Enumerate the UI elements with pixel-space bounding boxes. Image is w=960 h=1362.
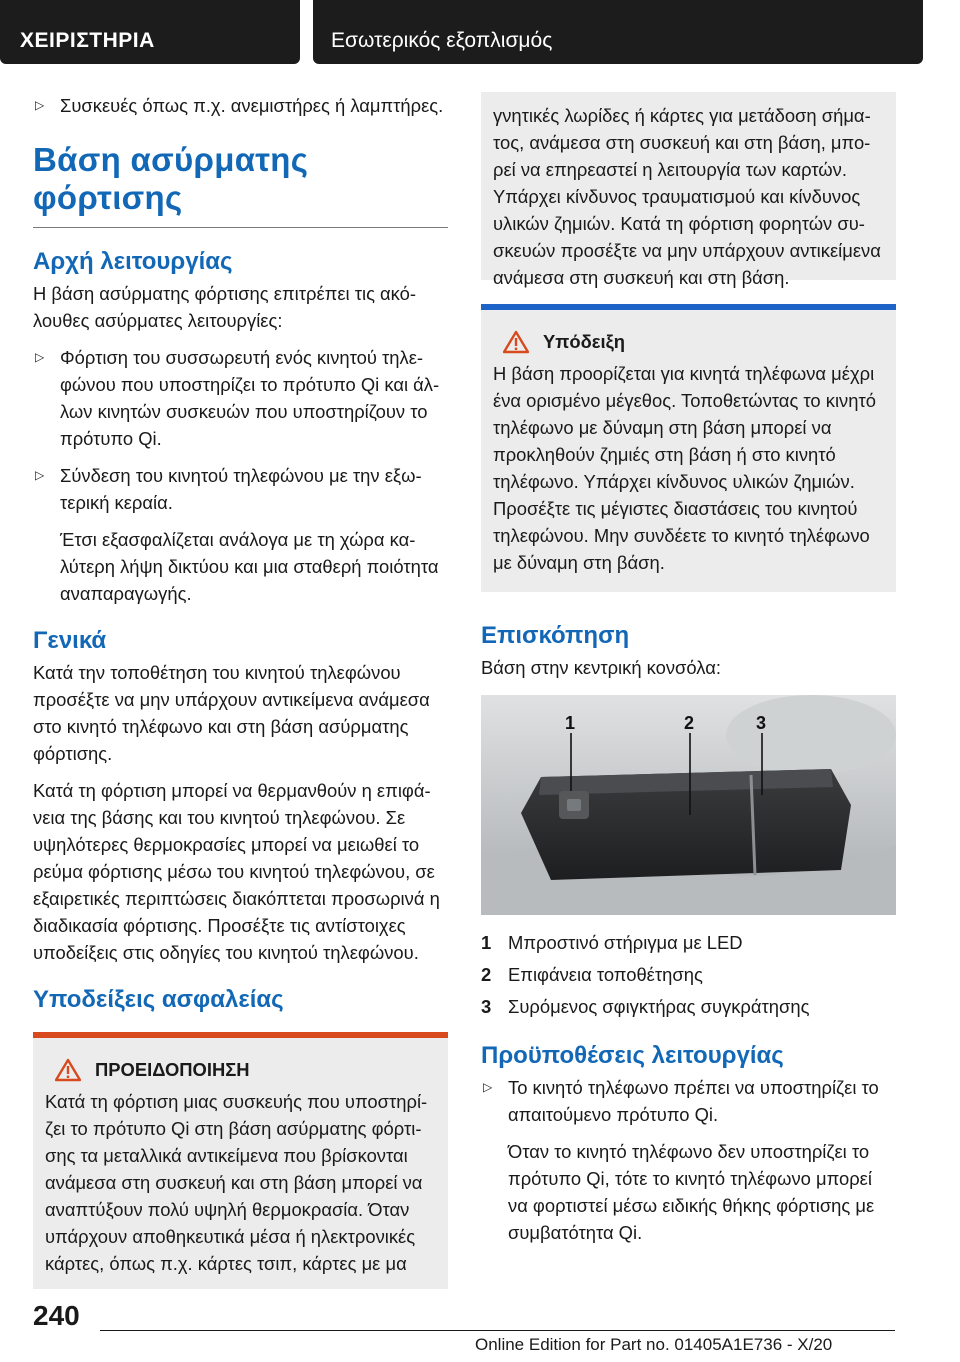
section-heading-overview: Επισκόπηση <box>481 622 630 649</box>
section-heading-general: Γενικά <box>33 627 107 654</box>
header-chapter-tab <box>313 0 923 64</box>
note-text: Η βάση προορίζεται για κινητά τηλέφωνα μέχρι ένα ορισμένο μέγεθος. Τοποθετώντας το κινητό τηλέφωνο με δύναμη στη βάση μπορεί να προκληθούν ζημιές στη βάση ή στο κινητό τηλέφωνο. Υπάρχει κίνδυνος υλικών ζημιών. Προσέξτε τις μέγιστες διαστάσεις του κινητού τηλεφώνου. Μην συνδέετε το κινητό τηλέφωνο με δύναμη στη βάση. <box>493 363 876 573</box>
legend-item <box>481 993 896 1020</box>
list-item <box>481 1074 896 1128</box>
list-item <box>33 92 448 119</box>
list-item-text: Το κινητό τηλέφωνο πρέπει να υποστηρίζει το απαιτούμενο πρότυπο Qi. <box>508 1077 879 1125</box>
warning-title: ΠΡΟΕΙΔΟΠΟΙΗΣΗ <box>95 1059 250 1080</box>
list-item-text: Σύνδεση του κινητού τηλεφώνου με την εξωτερική κεραία. <box>60 465 422 513</box>
header-section-label: ΧΕΙΡΙΣΤΗΡΙΑ <box>20 29 155 52</box>
left-column <box>33 92 448 1289</box>
callout-2: 2 <box>684 713 695 733</box>
paragraph: Βάση στην κεντρική κονσόλα: <box>481 657 721 678</box>
legend-text: Μπροστινό στήριγμα με LED <box>508 932 743 953</box>
warning-text-continued: γνητικές λωρίδες ή κάρτες για μετάδοση σήματος, ανάμεσα στη συσκευή και στη βάση, μπορεί να επηρεαστεί η λειτουργία των καρτών. Υπάρχει κίνδυνος τραυματισμού και κίνδυνος υλικών ζημιών. Κατά τη φόρτιση φορητών συσκευών προσέξτε να μην υπάρχουν αντικείμενα ανάμεσα στη συσκευή και στη βάση. <box>493 105 881 288</box>
paragraph: Κατά την τοποθέτηση του κινητού τηλεφώνου προσέξτε να μην υπάρχουν αντικείμενα ανάμεσα στο κινητό τηλέφωνο και στη βάση ασύρματης φόρτισης. <box>33 662 430 764</box>
list-item-text: Φόρτιση του συσσωρευτή ενός κινητού τηλεφώνου που υποστηρίζει το πρότυπο Qi και άλλων κινητών συσκευών που υποστηρίζουν το πρότυπο Qi. <box>60 347 440 449</box>
console-illustration <box>481 695 896 915</box>
header-section-tab <box>0 0 300 64</box>
paragraph: Κατά τη φόρτιση μπορεί να θερμανθούν η επιφάνεια της βάσης και του κινητού τηλεφώνου. Σε υψηλότερες θερμοκρασίες μπορεί να μειωθεί το ρεύμα φόρτισης μέσω του κινητού τηλεφώνου, σε εξαιρετικές περιπτώσεις διακόπτεται προσωρινά η διαδικασία φόρτισης. Προσέξτε τις αντίστοιχες υποδείξεις στις οδηγίες του κινητού τηλεφώνου. <box>33 780 440 963</box>
console-photo <box>481 695 896 915</box>
paragraph: Έτσι εξασφαλίζεται ανάλογα με τη χώρα καλύτερη λήψη δικτύου και μια σταθερή ποιότητα αναπαραγωγής. <box>60 529 439 604</box>
legend-number: 1 <box>481 932 492 953</box>
callout-3: 3 <box>756 713 767 733</box>
footer-divider <box>100 1330 895 1331</box>
section-heading-principle: Αρχή λειτουργίας <box>33 248 233 275</box>
list-item <box>33 462 448 516</box>
section-heading-safety: Υποδείξεις ασφαλείας <box>33 986 284 1013</box>
warning-header <box>45 1058 438 1082</box>
bullet-triangle-icon: ▷ <box>35 98 45 112</box>
warning-triangle-icon <box>55 1058 81 1082</box>
page-number: 240 <box>33 1300 80 1331</box>
header-chapter-label: Εσωτερικός εξοπλισμός <box>331 29 553 52</box>
paragraph: Όταν το κινητό τηλέφωνο δεν υποστηρίζει το πρότυπο Qi, τότε το κινητό τηλέφωνο μπορεί να φορτιστεί μέσω ειδικής θήκης φόρτισης με συμβατότητα Qi. <box>508 1141 875 1243</box>
bullet-triangle-icon: ▷ <box>35 468 45 482</box>
warning-text: Κατά τη φόρτιση μιας συσκευής που υποστηρίζει το πρότυπο Qi στη βάση ασύρματης φόρτισης τα μεταλλικά αντικείμενα που βρίσκονται ανάμεσα στη συσκευή και στη βάση μπορεί να αναπτύξουν πολύ υψηλή θερμοκρασία. Όταν υπάρχουν αποθηκευτικά μέσα ή ηλεκτρονικές κάρτες, όπως π.χ. κάρτες τσιπ, κάρτες με μα <box>45 1091 428 1274</box>
note-title: Υπόδειξη <box>543 331 625 352</box>
legend-item <box>481 961 896 988</box>
legend-text: Συρόμενος σφιγκτήρας συγκράτησης <box>508 996 810 1017</box>
footer-edition: Online Edition for Part no. 01405A1E736 - X/20 <box>475 1335 833 1354</box>
page-title: Βάση ασύρματης φόρτισης <box>33 141 448 228</box>
bullet-triangle-icon: ▷ <box>35 350 45 364</box>
legend-item <box>481 929 896 956</box>
bullet-triangle-icon: ▷ <box>483 1080 493 1094</box>
warning-box <box>33 1032 448 1289</box>
list-item <box>33 344 448 452</box>
legend-number: 2 <box>481 964 492 985</box>
paragraph: Η βάση ασύρματης φόρτισης επιτρέπει τις ακόλουθες ασύρματες λειτουργίες: <box>33 283 416 331</box>
legend-text: Επιφάνεια τοποθέτησης <box>508 964 703 985</box>
note-header <box>493 330 886 354</box>
legend-list <box>481 929 896 1020</box>
legend-number: 3 <box>481 996 492 1017</box>
section-heading-requirements: Προϋποθέσεις λειτουργίας <box>481 1042 784 1069</box>
right-column <box>481 92 896 1256</box>
warning-box-continued <box>481 92 896 288</box>
callout-1: 1 <box>565 713 576 733</box>
list-item-text: Συσκευές όπως π.χ. ανεμιστήρες ή λαμπτήρες. <box>60 95 444 116</box>
warning-triangle-icon <box>503 330 529 354</box>
note-box <box>481 304 896 592</box>
